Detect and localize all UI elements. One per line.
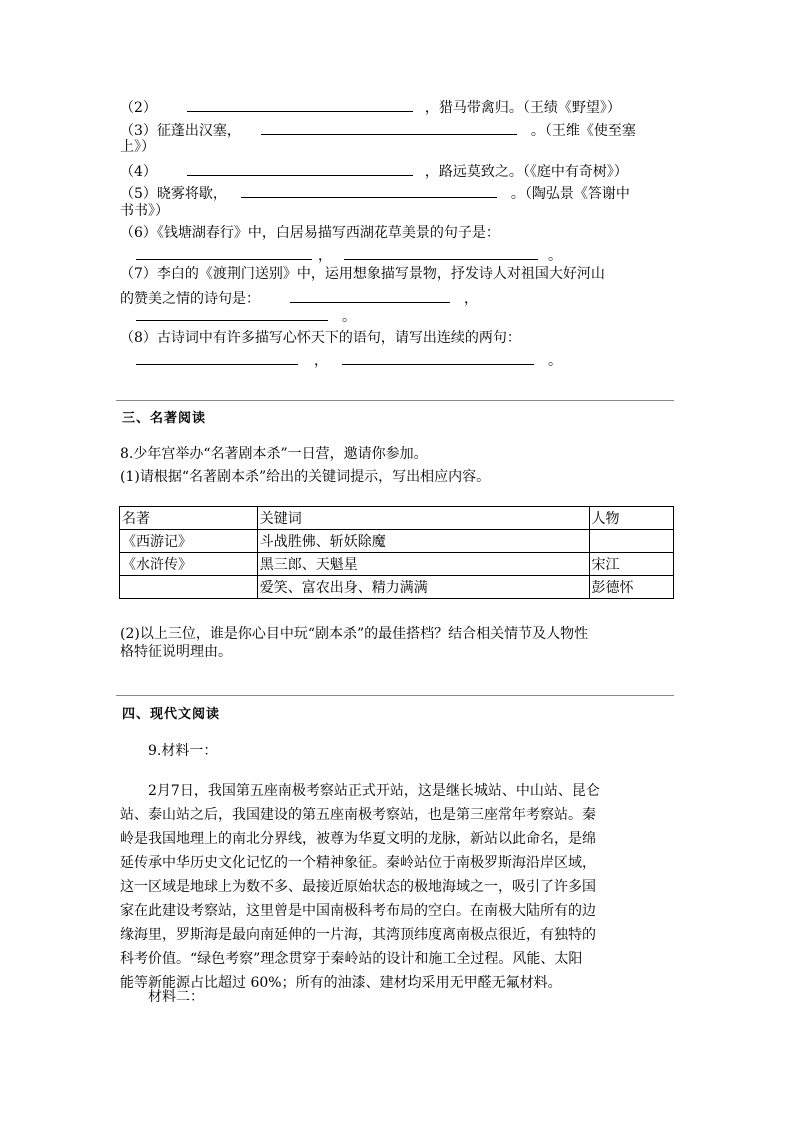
q4-text: ，路远莫致之。（《庭中有奇树》） [424,164,628,180]
q7-number: （7） [120,266,157,282]
paragraph-line: 2月7日，我国第五座南极考察站正式开站，这是继长城站、中山站、昆仑 [148,783,600,799]
poem-q5-cont [120,202,169,220]
q2-number: （2） [120,100,157,116]
table-row [120,576,674,599]
q4-number: （4） [120,164,157,180]
table-cell: 斗战胜佛、斩妖除魔 [257,530,589,553]
q8-blank-1[interactable] [136,350,298,365]
q6-comma: ， [318,248,332,264]
q7-text2: 的赞美之情的诗句是： [120,291,260,307]
q8-number: （8） [120,330,157,346]
table-cell: 黑三郎、天魁星 [257,553,589,576]
q5-post: 。（陶弘景《答谢中 [510,186,630,202]
q6-blank-1[interactable] [136,245,312,260]
q6-end: 。 [548,248,562,264]
q5-blank[interactable] [241,183,497,198]
poem-q7-line2 [120,288,478,308]
section-divider-3 [116,400,674,401]
section3-heading: 三、名著阅读 [122,411,207,426]
q3-cont: 上》） [120,139,155,155]
poem-q2-line [120,97,621,117]
poem-q5-line [120,183,630,203]
table-cell: 彭德怀 [589,576,673,599]
table-header-row [120,507,674,530]
works-table [119,506,674,599]
q7-blank-1[interactable] [290,288,450,303]
table-row [120,530,674,553]
q8-blank-2[interactable] [342,350,534,365]
paragraph-line: 延传承中华历史文化记忆的一个精神象征。秦岭站位于南极罗斯海沿岸区域， [120,855,596,871]
q3-post: 。（王维《使至塞 [530,123,636,139]
q5-pre: 晓雾将歇， [156,186,227,202]
q8-sub2-line1: (2)以上三位，谁是你心目中玩“剧本杀”的最佳搭档？结合相关情节及人物性 [120,626,589,642]
poem-q7-line [120,265,605,283]
paragraph-line: 站、泰山站之后，我国建设的第五座南极考察站，也是第三座常年考察站。秦 [120,807,596,823]
poem-q3-cont [120,138,155,156]
table-cell[interactable] [120,576,258,599]
q8-end: 。 [548,353,562,369]
table-header-cell: 名著 [120,507,258,530]
q8-sub2-line2: 格特征说明理由。 [120,644,232,660]
q6-text: 《钱塘湖春行》中，白居易描写西湖花草美景的句子是： [156,225,500,241]
q3-pre: 征蓬出汉塞， [156,123,241,139]
q6-blank-2[interactable] [344,245,538,260]
q8-sub1: (1)请根据“名著剧本杀”给出的关键词提示，写出相应内容。 [120,469,491,485]
paragraph-line: 能等新能源占比超过 60%；所有的油漆、建材均采用无甲醛无氟材料。 [120,975,562,991]
table-cell: 《水浒传》 [120,553,258,576]
poem-q7-line3 [120,306,356,326]
paragraph-line: 岭是我国地理上的南北分界线，被尊为华夏文明的龙脉，新站以此命名，是绵 [120,831,596,847]
paragraph-line: 缘海里，罗斯海是最向南延伸的一片海，其湾顶纬度离南极点很近，有独特的 [120,927,596,943]
poem-q8-blanks [120,350,562,370]
q2-text: ，猎马带禽归。（王绩《野望》） [424,100,621,116]
q2-blank[interactable] [187,97,413,112]
q4-blank[interactable] [187,161,413,176]
paragraph-line: 科考价值。“绿色考察”理念贯穿于秦岭站的设计和施工全过程。风能、太阳 [120,951,583,967]
q8-intro: 8.少年宫举办“名著剧本杀”一日营，邀请你参加。 [120,446,428,462]
section4-heading: 四、现代文阅读 [122,707,221,722]
poem-q6-line [120,224,500,242]
table-cell: 宋江 [589,553,673,576]
table-cell[interactable] [589,530,673,553]
table-row [120,553,674,576]
q7-comma: ， [464,291,478,307]
paragraph-line: 这一区域是地球上为数不多、最接近原始状态的极地海域之一，吸引了许多国 [120,879,596,895]
q5-cont: 书书》） [120,203,169,219]
table-header-cell: 关键词 [257,507,589,530]
poem-q3-line [120,120,636,140]
poem-q4-line [120,161,628,181]
table-cell: 爱笑、富农出身、精力满满 [257,576,589,599]
q7-blank-2[interactable] [136,306,328,321]
q5-number: （5） [120,186,157,202]
poem-q6-blanks [120,245,562,265]
q3-blank[interactable] [261,120,517,135]
q7-end: 。 [342,309,356,325]
poem-q8-line [120,329,521,347]
material2-label: 材料二： [148,989,204,1005]
q8-comma: ， [314,353,328,369]
paragraph-line: 家在此建设考察站，这里曾是中国南极科考布局的空白。在南极大陆所有的边 [120,903,596,919]
section-divider-4 [116,695,674,696]
material1-paragraph [120,783,676,995]
q8-text: 古诗词中有许多描写心怀天下的语句，请写出连续的两句： [156,330,521,346]
material1-label: 9.材料一： [148,743,218,759]
q3-number: （3） [120,123,157,139]
q6-number: （6） [120,225,157,241]
table-header-cell: 人物 [589,507,673,530]
q7-text: 李白的《渡荆门送别》中，运用想象描写景物，抒发诗人对祖国大好河山 [156,266,605,282]
table-cell: 《西游记》 [120,530,258,553]
